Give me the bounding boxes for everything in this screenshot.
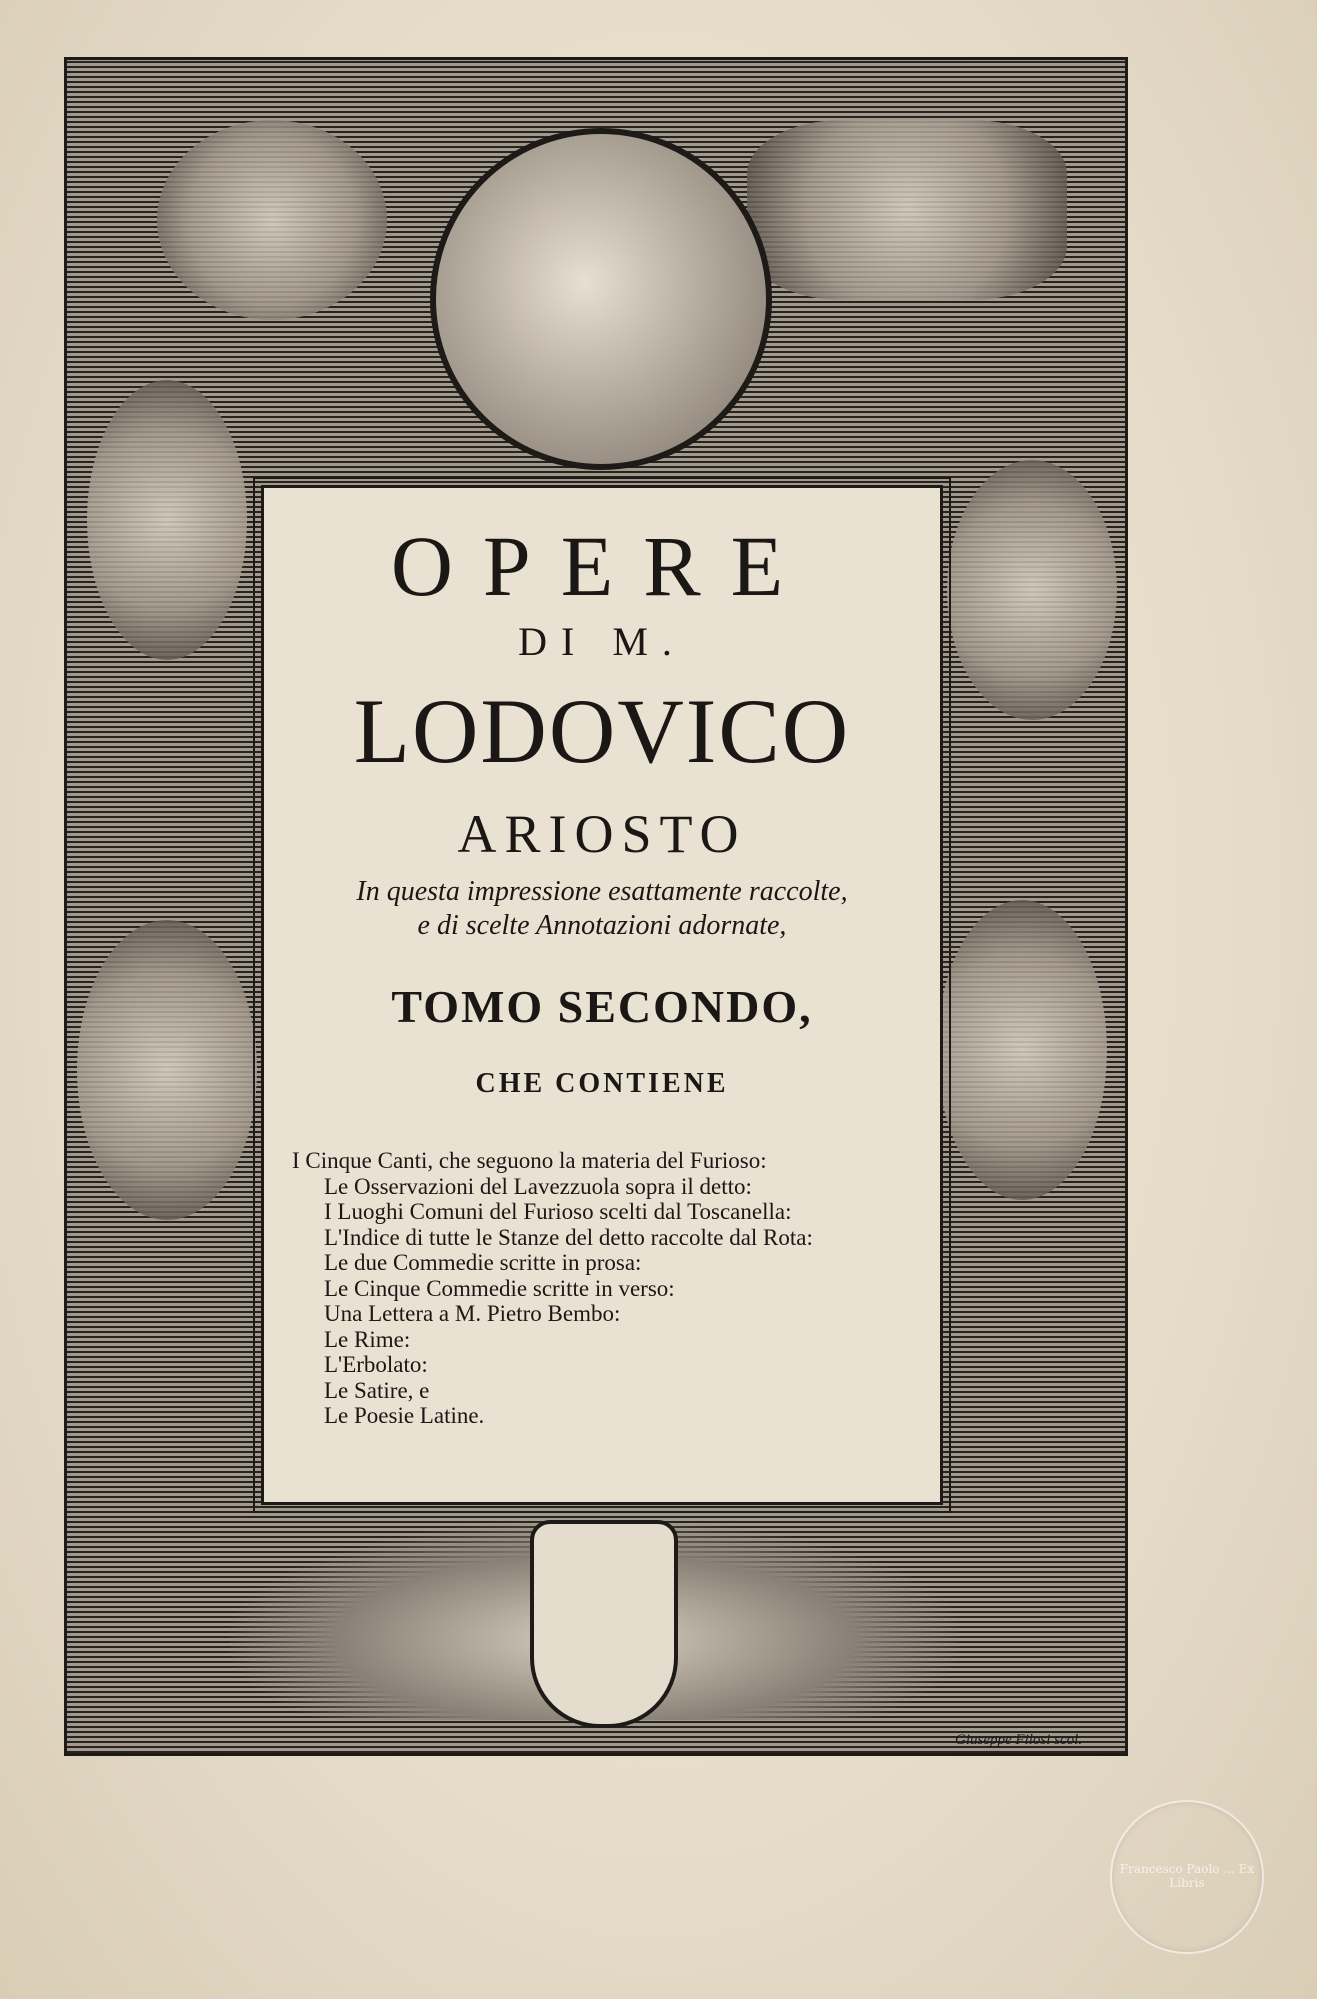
blind-stamp [1110, 1800, 1264, 1954]
volume-label: TOMO SECONDO, [391, 981, 813, 1032]
stamp-text: Francesco Paolo ... Ex Libris [1119, 1862, 1255, 1890]
contents-item: I Cinque Canti, che seguono la materia del Furioso: [292, 1148, 767, 1173]
title-opere: OPERE [390, 518, 814, 614]
trophy-arms-illustration [747, 120, 1067, 300]
contents-item: Le due Commedie scritte in prosa: [324, 1250, 642, 1275]
engraver-signature: Giuseppe Filosi scol. [955, 1732, 1083, 1748]
cartouche-shield [530, 1520, 678, 1728]
cherub-illustration [87, 380, 247, 660]
title-di-m: DI M. [518, 619, 686, 664]
title-panel [261, 485, 943, 1505]
title-lodovico: LODOVICO [353, 680, 851, 782]
contents-item: Le Satire, e [324, 1377, 430, 1403]
portrait-medallion [430, 128, 772, 470]
subtitle-line-1: In questa impressione esattamente raccolte, [356, 876, 848, 907]
contents-item: L'Indice di tutte le Stanze del detto raccolte dal Rota: [324, 1224, 813, 1250]
contents-item: Le Osservazioni del Lavezzuola sopra il detto: [324, 1173, 752, 1199]
cherub-illustration [947, 460, 1117, 720]
contents-item: Le Poesie Latine. [324, 1403, 485, 1428]
contents-item: Una Lettera a M. Pietro Bembo: [324, 1301, 621, 1326]
contents-item: I Luoghi Comuni del Furioso scelti dal Toscanella: [324, 1199, 792, 1224]
contents-list [292, 1148, 813, 1429]
contents-item: Le Cinque Commedie scritte in verso: [324, 1275, 675, 1301]
cherub-illustration [937, 900, 1107, 1200]
cherub-illustration [157, 120, 387, 320]
contents-item: L'Erbolato: [324, 1352, 428, 1377]
contents-heading: CHE CONTIENE [475, 1068, 729, 1099]
subtitle-line-2: e di scelte Annotazioni adornate, [417, 910, 787, 941]
contents-item: Le Rime: [324, 1326, 411, 1352]
cherub-illustration [77, 920, 257, 1220]
title-ariosto: ARIOSTO [457, 804, 747, 864]
